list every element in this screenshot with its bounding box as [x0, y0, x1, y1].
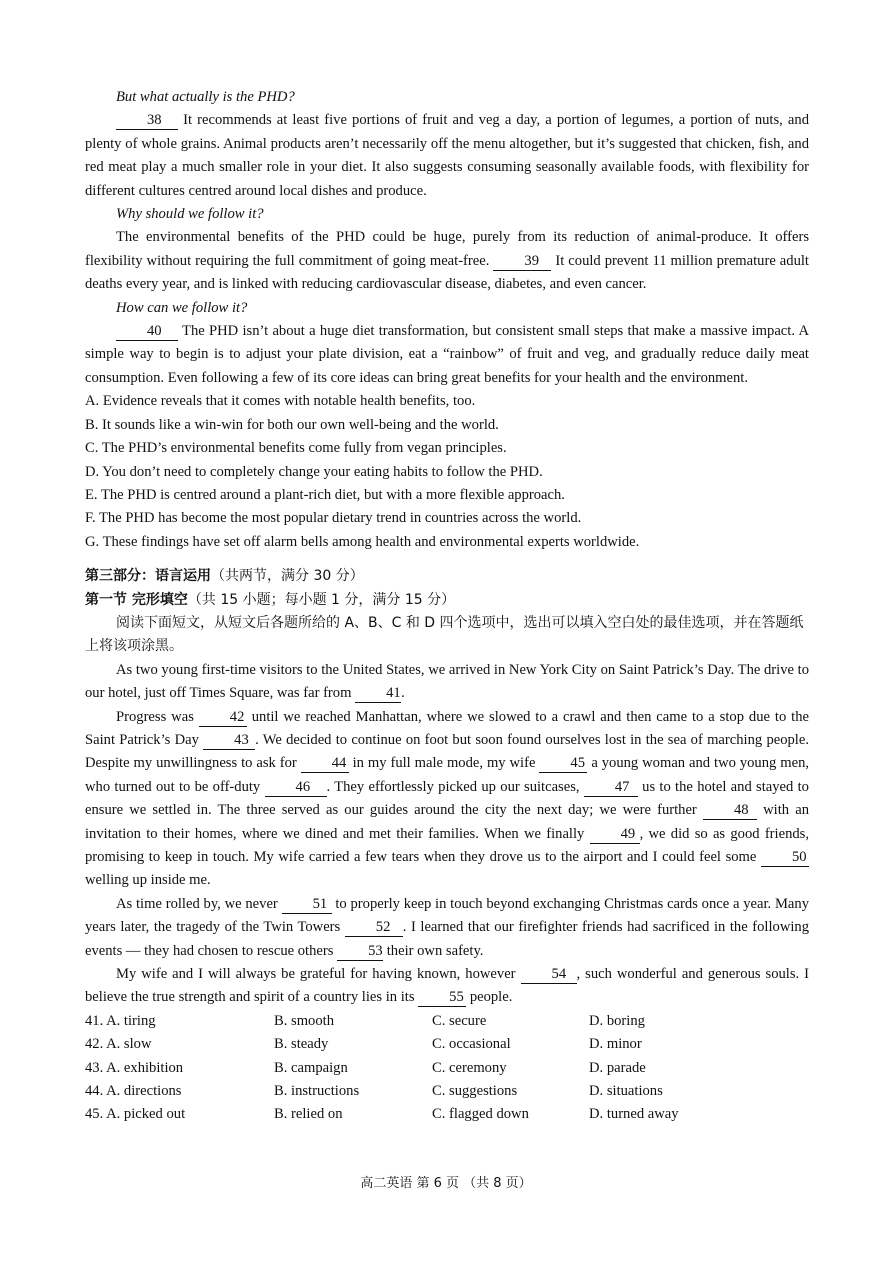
cloze-paragraph-3	[85, 893, 809, 963]
choice-a: 42. A. slow	[85, 1036, 152, 1053]
reading-options	[85, 390, 809, 554]
paragraph-38	[85, 109, 809, 203]
choice-b: B. relied on	[274, 1106, 343, 1123]
cloze-text: Progress was	[116, 708, 194, 725]
cloze-text: with an invitation to their homes, where we dined and met their families. When we finally	[85, 802, 809, 842]
cloze-text: . We decided to continue on foot but soon found ourselves lost in the sea of marching people. Despite my unwillingness to ask for	[85, 731, 809, 772]
question-41	[85, 1010, 809, 1033]
blank-41: 41	[355, 685, 401, 703]
choice-c: C. ceremony	[432, 1059, 507, 1076]
cloze-text: As time rolled by, we never	[116, 895, 278, 912]
choice-b: B. steady	[274, 1036, 329, 1053]
question-45	[85, 1103, 809, 1126]
choice-d: D. parade	[589, 1059, 646, 1076]
blank-43: 43	[203, 732, 255, 750]
section1-title-main: 第一节 完形填空	[85, 591, 188, 608]
paragraph-39	[85, 226, 809, 296]
blank-54: 54	[521, 966, 577, 984]
question-43	[85, 1057, 809, 1080]
cloze-text: My wife and I will always be grateful for having known, however	[116, 966, 516, 983]
subheading-what: But what actually is the PHD?	[116, 89, 295, 105]
choice-a: 44. A. directions	[85, 1083, 182, 1100]
choice-b: B. instructions	[274, 1083, 360, 1100]
choice-d: D. boring	[589, 1012, 645, 1029]
paragraph-39-text-a: The environmental benefits of the PHD could be huge, purely from its reduction of animal-produce. It offers flexibility without requiring the full commitment of going meat-free.	[85, 229, 809, 269]
choice-c: C. suggestions	[432, 1083, 518, 1100]
cloze-text: people.	[469, 989, 513, 1006]
choice-d: D. minor	[589, 1036, 642, 1053]
blank-45: 45	[539, 755, 587, 773]
part3-title-main: 第三部分：语言运用	[85, 568, 211, 585]
subheading-why: Why should we follow it?	[116, 206, 264, 223]
section1-title-note: （共 15 小题；每小题 1 分，满分 15 分）	[187, 591, 456, 608]
choice-c: C. secure	[432, 1012, 487, 1029]
cloze-text: a young woman and two young men, who turned out to be off-duty	[85, 755, 810, 795]
option-b: B. It sounds like a win-win for both our own well-being and the world.	[85, 416, 499, 433]
choice-b: B. smooth	[274, 1012, 335, 1029]
cloze-text: . They effortlessly picked up our suitcases,	[326, 778, 580, 795]
choice-d: D. situations	[589, 1083, 663, 1100]
option-d: D. You don’t need to completely change your eating habits to follow the PHD.	[85, 463, 543, 480]
cloze-text: in my full male mode, my wife	[352, 755, 536, 772]
blank-42: 42	[199, 709, 247, 727]
choice-b: B. campaign	[274, 1059, 348, 1076]
choice-d: D. turned away	[589, 1106, 679, 1123]
cloze-paragraph-4	[85, 963, 809, 1010]
blank-44: 44	[301, 755, 349, 773]
blank-51: 51	[282, 896, 332, 914]
choice-a: 45. A. picked out	[85, 1106, 186, 1123]
blank-50: 50	[761, 849, 809, 867]
page-footer: 高二英语 第 6 页 （共 8 页）	[360, 1176, 532, 1191]
paragraph-40	[85, 320, 809, 390]
cloze-text: welling up inside me.	[85, 872, 211, 889]
blank-39: 39	[493, 253, 551, 271]
cloze-questions	[85, 1010, 809, 1127]
subheading-how: How can we follow it?	[116, 299, 248, 316]
choice-a: 41. A. tiring	[85, 1012, 156, 1029]
cloze-text: their own safety.	[386, 942, 484, 959]
choice-c: C. flagged down	[432, 1106, 529, 1123]
blank-40: 40	[116, 323, 178, 341]
cloze-text: us to the hotel and stayed to ensure we settled in. The three served as our guides around the city the next day; we were further	[85, 778, 809, 819]
blank-46: 46	[265, 779, 327, 797]
blank-52: 52	[345, 919, 403, 937]
cloze-text: , such wonderful and generous souls. I believe the true strength and spirit of a country lies in its	[85, 966, 809, 1006]
option-e: E. The PHD is centred around a plant-rich diet, but with a more flexible approach.	[85, 486, 565, 503]
paragraph-40-text: The PHD isn’t about a huge diet transformation, but consistent small steps that make a massive impact. A simple way to begin is to adjust your plate division, eat a “rainbow” of fruit and veg, and gradually reduce daily meat consumption. Even following a few of its core ideas can bring great benefits for your health and the environment.	[85, 323, 810, 386]
question-42	[85, 1033, 809, 1056]
cloze-text: . I learned that our firefighter friends had sacrificed in the following events — they had chosen to rescue others	[85, 919, 810, 959]
section1-title	[85, 589, 809, 612]
option-a: A. Evidence reveals that it comes with notable health benefits, too.	[85, 393, 476, 410]
option-g: G. These findings have set off alarm bells among health and environmental experts worldwide.	[85, 533, 640, 550]
cloze-paragraph-1: As two young first-time visitors to the United States, we arrived in New York City on Saint Patrick’s Day. The drive to our hotel, just off Times Square, was far from 41.	[85, 661, 809, 702]
blank-55: 55	[418, 989, 466, 1007]
blank-38: 38	[116, 112, 178, 130]
blank-48: 48	[703, 802, 757, 820]
cloze-instruction: 阅读下面短文，从短文后各题所给的 A、B、C 和 D 四个选项中，选出可以填入空白处的最佳选项，并在答题纸上将该项涂黑。	[85, 614, 804, 655]
cloze-paragraph-2	[85, 706, 809, 893]
paragraph-39-text-b: It could prevent 11 million premature adult deaths every year, and is linked with reducing cardiovascular disease, diabetes, and even cancer.	[85, 252, 809, 293]
choice-c: C. occasional	[432, 1036, 511, 1053]
option-c: C. The PHD’s environmental benefits come fully from vegan principles.	[85, 440, 507, 457]
cloze-text: , we did so as good friends, promising to keep in touch. My wife carried a few tears when they drove us to the airport and I could feel some	[85, 825, 809, 865]
paragraph-38-text: It recommends at least five portions of fruit and veg a day, a portion of legumes, a portion of nuts, and plenty of whole grains. Animal products aren’t necessarily off the menu altogether, but it’s suggested that chicken, fish, and red meat play a much smaller role in your diet. It also suggests consuming seasonally available foods, with flexibility for different cultures centred around local dishes and produce.	[85, 112, 809, 199]
choice-a: 43. A. exhibition	[85, 1059, 184, 1076]
blank-49: 49	[590, 826, 640, 844]
option-f: F. The PHD has become the most popular dietary trend in countries across the world.	[85, 510, 582, 527]
part3-title-note: （共两节，满分 30 分）	[211, 568, 364, 585]
blank-53: 53	[337, 943, 383, 961]
part3-title	[85, 565, 809, 588]
cloze-text: until we reached Manhattan, where we slowed to a crawl and then came to a stop due to the Saint Patrick’s Day	[85, 708, 809, 748]
cloze-text: As two young first-time visitors to the United States, we arrived in New York City on Saint Patrick’s Day. The drive to our hotel, just off Times Square, was far from	[85, 661, 809, 702]
question-44	[85, 1080, 809, 1103]
cloze-text: to properly keep in touch beyond exchanging Christmas cards once a year. Many years later, the tragedy of the Twin Towers	[85, 895, 809, 936]
exam-page	[85, 86, 809, 1127]
blank-47: 47	[584, 779, 638, 797]
